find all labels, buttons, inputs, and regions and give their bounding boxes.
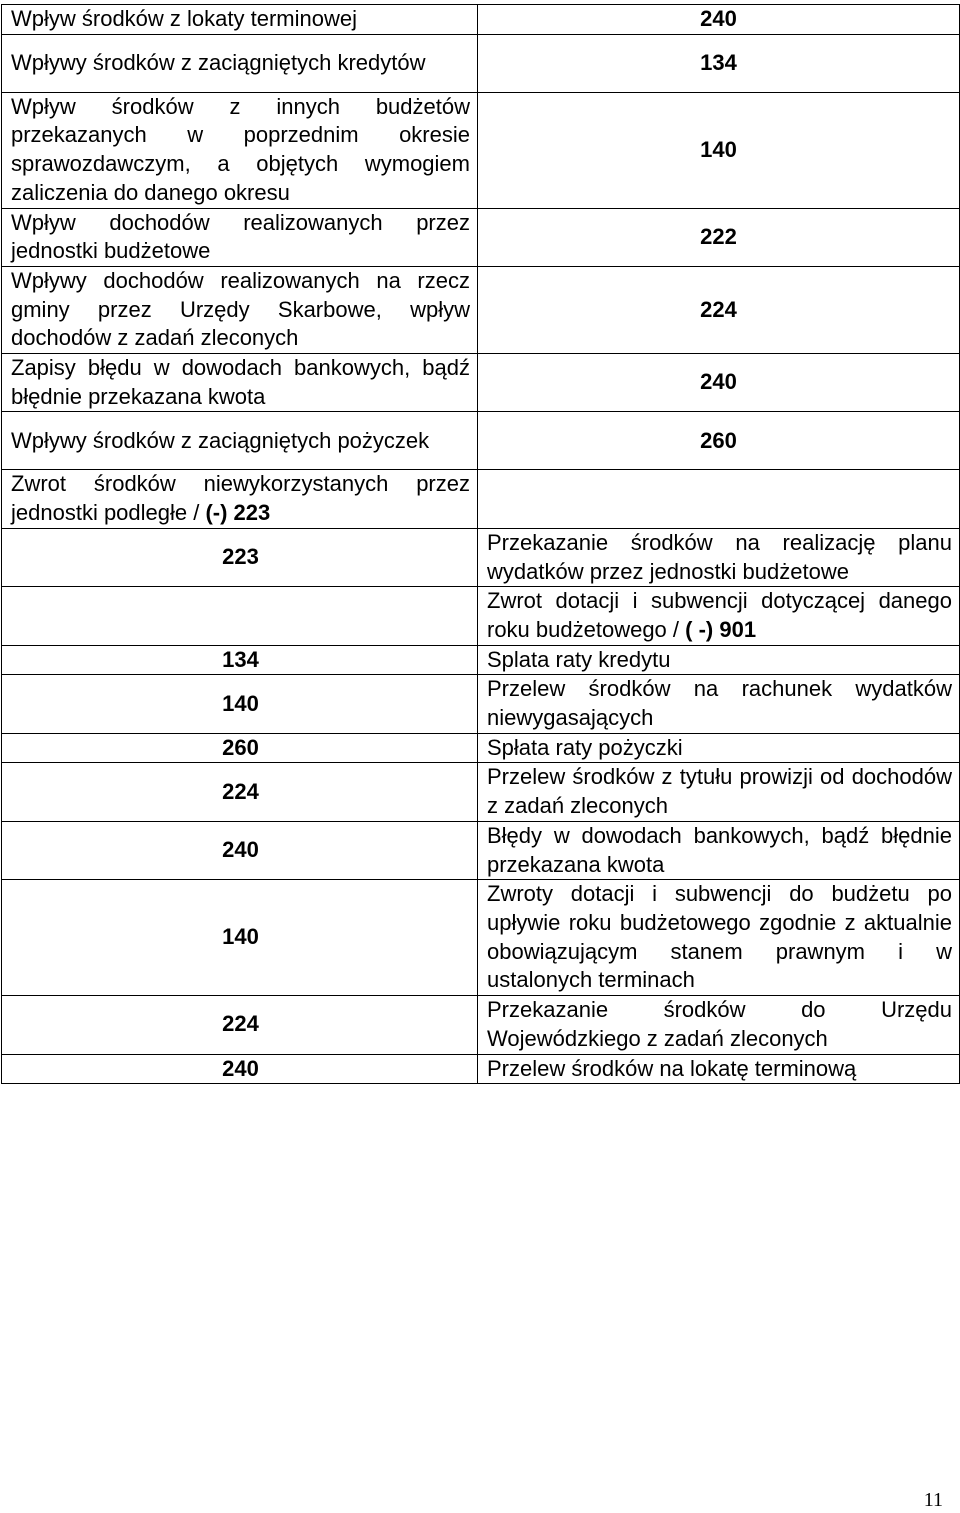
table-row <box>2 5 960 35</box>
income-code-value: 240 <box>700 369 737 395</box>
page-number: 11 <box>923 1489 943 1511</box>
expense-label: Splata raty kredytu <box>478 645 960 675</box>
expense-code: 260 <box>2 733 478 763</box>
expense-label: Przekazanie środków do Urzędu Wojewódzkiego z zadań zleconych <box>478 996 960 1054</box>
income-code-value: 224 <box>700 296 737 322</box>
expense-code: 223 <box>2 528 478 586</box>
expense-label-text: Zwrot dotacji i subwencji dotyczącej danego roku budżetowego / <box>487 588 952 642</box>
expense-label: Przelew środków na lokatę terminową <box>478 1054 960 1084</box>
income-code-value: 240 <box>700 6 737 31</box>
income-code-value: 140 <box>700 136 737 162</box>
refund-label-code: (-) 223 <box>205 500 271 526</box>
table-row <box>2 880 960 996</box>
income-code <box>478 92 960 208</box>
expense-label: Spłata raty pożyczki <box>478 733 960 763</box>
income-label: Wpływ środków z innych budżetów przekazanych w poprzednim okresie sprawozdawczym, a objętych wymogiem zaliczenia do danego okresu <box>2 92 478 208</box>
income-label: Wpływ środków z lokaty terminowej <box>2 5 478 35</box>
income-code-value: 222 <box>700 223 737 249</box>
accounting-codes-table <box>1 4 960 1084</box>
expense-code: 224 <box>2 763 478 821</box>
table-row <box>2 354 960 412</box>
income-label: Wpływy środków z zaciągniętych pożyczek <box>2 412 478 470</box>
income-code <box>478 266 960 353</box>
expense-code: 134 <box>2 645 478 675</box>
table-row <box>2 1054 960 1084</box>
empty-cell <box>478 470 960 528</box>
income-code <box>478 5 960 35</box>
table-row <box>2 763 960 821</box>
table-row <box>2 528 960 586</box>
table-row <box>2 821 960 879</box>
expense-label-code: ( -) 901 <box>685 616 757 642</box>
expense-label: Przelew środków z tytułu prowizji od dochodów z zadań zleconych <box>478 763 960 821</box>
table-row <box>2 645 960 675</box>
table-row <box>2 34 960 92</box>
table-row <box>2 996 960 1054</box>
table-row <box>2 266 960 353</box>
income-code <box>478 208 960 266</box>
income-label: Zapisy błędu w dowodach bankowych, bądź błędnie przekazana kwota <box>2 354 478 412</box>
income-code-value: 134 <box>700 49 737 75</box>
table-row <box>2 92 960 208</box>
table-row <box>2 675 960 733</box>
income-label: Wpływy środków z zaciągniętych kredytów <box>2 34 478 92</box>
expense-code <box>2 587 478 645</box>
income-code <box>478 34 960 92</box>
expense-label: Przelew środków na rachunek wydatków niewygasających <box>478 675 960 733</box>
expense-code: 140 <box>2 880 478 996</box>
income-label: Wpływ dochodów realizowanych przez jednostki budżetowe <box>2 208 478 266</box>
expense-label <box>478 587 960 645</box>
income-code-value: 260 <box>700 427 737 453</box>
income-code <box>478 412 960 470</box>
refund-label-text: Zwrot środków niewykorzystanych przez jednostki podległe / <box>11 471 470 526</box>
table-row <box>2 470 960 528</box>
expense-code: 140 <box>2 675 478 733</box>
expense-code: 240 <box>2 1054 478 1084</box>
expense-label: Przekazanie środków na realizację planu wydatków przez jednostki budżetowe <box>478 528 960 586</box>
table-row <box>2 208 960 266</box>
refund-label <box>2 470 478 528</box>
income-label: Wpływy dochodów realizowanych na rzecz gminy przez Urzędy Skarbowe, wpływ dochodów z zadań zleconych <box>2 266 478 353</box>
expense-code: 224 <box>2 996 478 1054</box>
table-row <box>2 587 960 645</box>
expense-code: 240 <box>2 821 478 879</box>
income-code <box>478 354 960 412</box>
table-row <box>2 412 960 470</box>
expense-label: Błędy w dowodach bankowych, bądź błędnie przekazana kwota <box>478 821 960 879</box>
expense-label: Zwroty dotacji i subwencji do budżetu po upływie roku budżetowego zgodnie z aktualnie obowiązującym stanem prawnym i w ustalonych terminach <box>478 880 960 996</box>
table-row <box>2 733 960 763</box>
